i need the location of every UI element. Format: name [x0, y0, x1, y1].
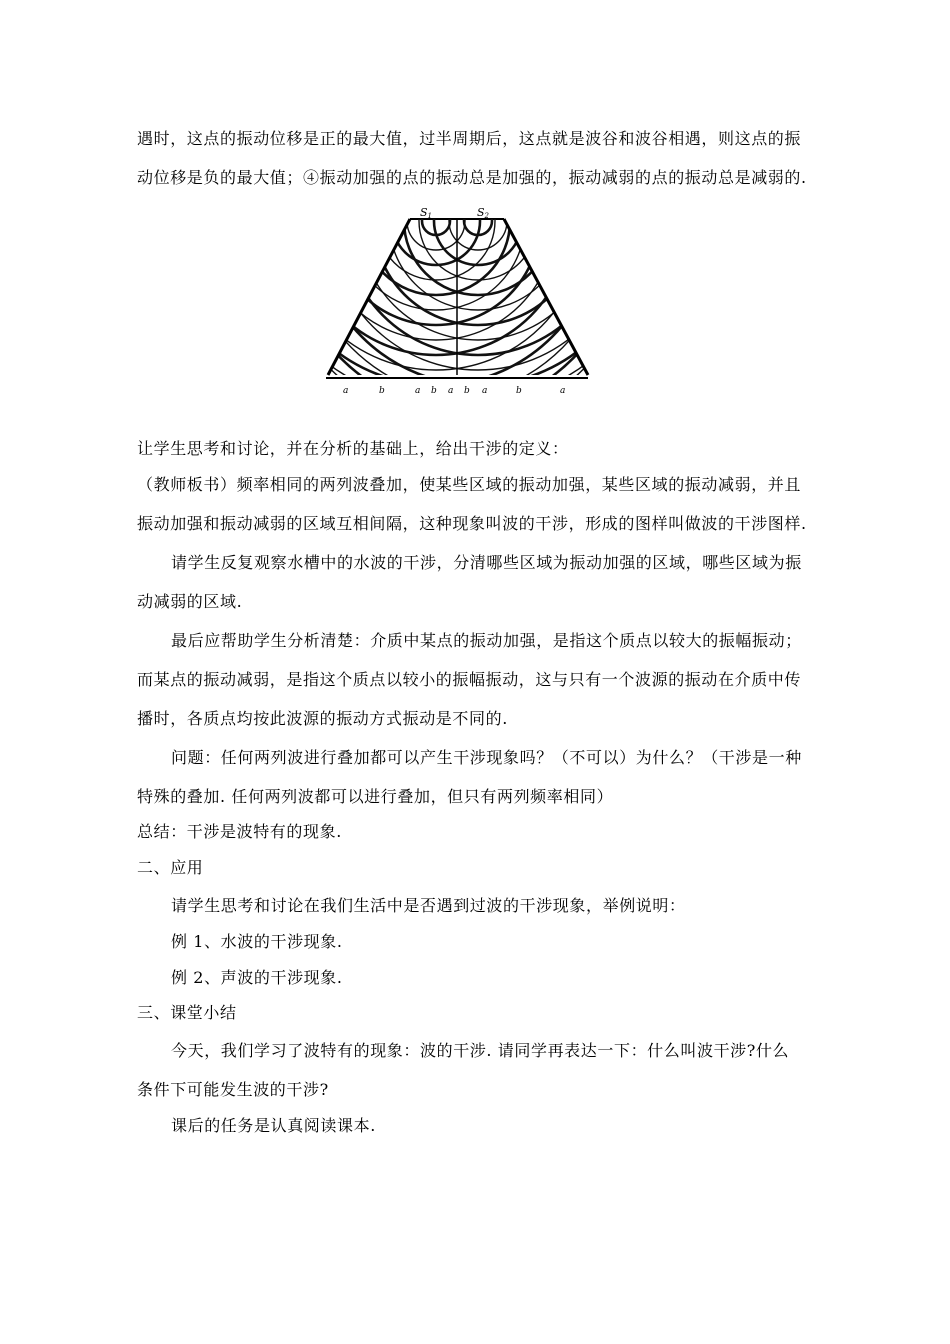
- axis-point-label: a: [560, 386, 566, 396]
- paragraph-line: 今天，我们学习了波特有的现象：波的干涉. 请同学再表达一下：什么叫波干涉?什么: [171, 1041, 790, 1060]
- paragraph-line: 请学生思考和讨论在我们生活中是否遇到过波的干涉现象，举例说明：: [171, 896, 686, 915]
- wave-front: [329, 205, 594, 370]
- paragraph-line: 问题：任何两列波进行叠加都可以产生干涉现象吗？（不可以）为什么？（干涉是一种: [171, 748, 802, 767]
- source-1-label: S1: [420, 206, 433, 220]
- axis-point-label: a: [343, 386, 349, 396]
- wave-front: [322, 205, 594, 400]
- section-heading: 二、应用: [137, 858, 204, 877]
- axis-point-label: a: [448, 386, 454, 396]
- paragraph-line: 而某点的振动减弱，是指这个质点以较小的振幅振动，这与只有一个波源的振动在介质中传: [137, 670, 802, 689]
- wave-pattern: [322, 205, 594, 400]
- section-heading: 三、课堂小结: [137, 1003, 237, 1022]
- source-2-label: S2: [477, 206, 490, 220]
- axis-point-label: b: [516, 386, 522, 396]
- paragraph-line: 条件下可能发生波的干涉?: [137, 1080, 329, 1099]
- paragraph-line: 播时，各质点均按此波源的振动方式振动是不同的.: [137, 709, 508, 728]
- axis-point-label: a: [415, 386, 421, 396]
- paragraph-line: 总结：干涉是波特有的现象.: [137, 822, 342, 841]
- paragraph-line: 课后的任务是认真阅读课本.: [171, 1116, 376, 1135]
- axis-point-label: a: [482, 386, 488, 396]
- wave-front: [322, 205, 594, 400]
- wave-front: [322, 205, 594, 400]
- paragraph-line: 振动加强和振动减弱的区域互相间隔，这种现象叫波的干涉，形成的图样叫做波的干涉图样.: [137, 514, 807, 533]
- pattern-edge: [328, 219, 410, 375]
- axis-point-label: b: [431, 386, 437, 396]
- paragraph-line: 让学生思考和讨论，并在分析的基础上，给出干涉的定义：: [137, 439, 569, 458]
- wave-front: [322, 205, 594, 400]
- paragraph-line: （教师板书）频率相同的两列波叠加，使某些区域的振动加强，某些区域的振动减弱，并且: [137, 475, 802, 494]
- paragraph-line: 动位移是负的最大值；④振动加强的点的振动总是加强的，振动减弱的点的振动总是减弱的.: [137, 168, 807, 187]
- wave-front: [322, 205, 594, 400]
- wave-front: [322, 205, 594, 400]
- paragraph-line: 遇时，这点的振动位移是正的最大值，过半周期后，这点就是波谷和波谷相遇，则这点的振: [137, 129, 802, 148]
- wave-front: [322, 205, 585, 370]
- wave-front: [322, 205, 594, 400]
- pattern-edge: [504, 219, 588, 375]
- example-item: 例 2、声波的干涉现象.: [171, 968, 343, 987]
- wave-front: [322, 205, 594, 400]
- wave-front: [322, 205, 594, 400]
- paragraph-line: 动减弱的区域.: [137, 592, 243, 611]
- paragraph-line: 请学生反复观察水槽中的水波的干涉，分清哪些区域为振动加强的区域，哪些区域为振: [171, 553, 802, 572]
- paragraph-line: 特殊的叠加. 任何两列波都可以进行叠加，但只有两列频率相同）: [137, 787, 614, 806]
- paragraph-line: 最后应帮助学生分析清楚：介质中某点的振动加强，是指这个质点以较大的振幅振动；: [171, 631, 802, 650]
- axis-point-label: b: [464, 386, 470, 396]
- example-item: 例 1、水波的干涉现象.: [171, 932, 343, 951]
- wave-front: [322, 205, 594, 400]
- wave-interference-figure: [322, 205, 594, 400]
- axis-labels: [343, 386, 565, 396]
- axis-point-label: b: [379, 386, 385, 396]
